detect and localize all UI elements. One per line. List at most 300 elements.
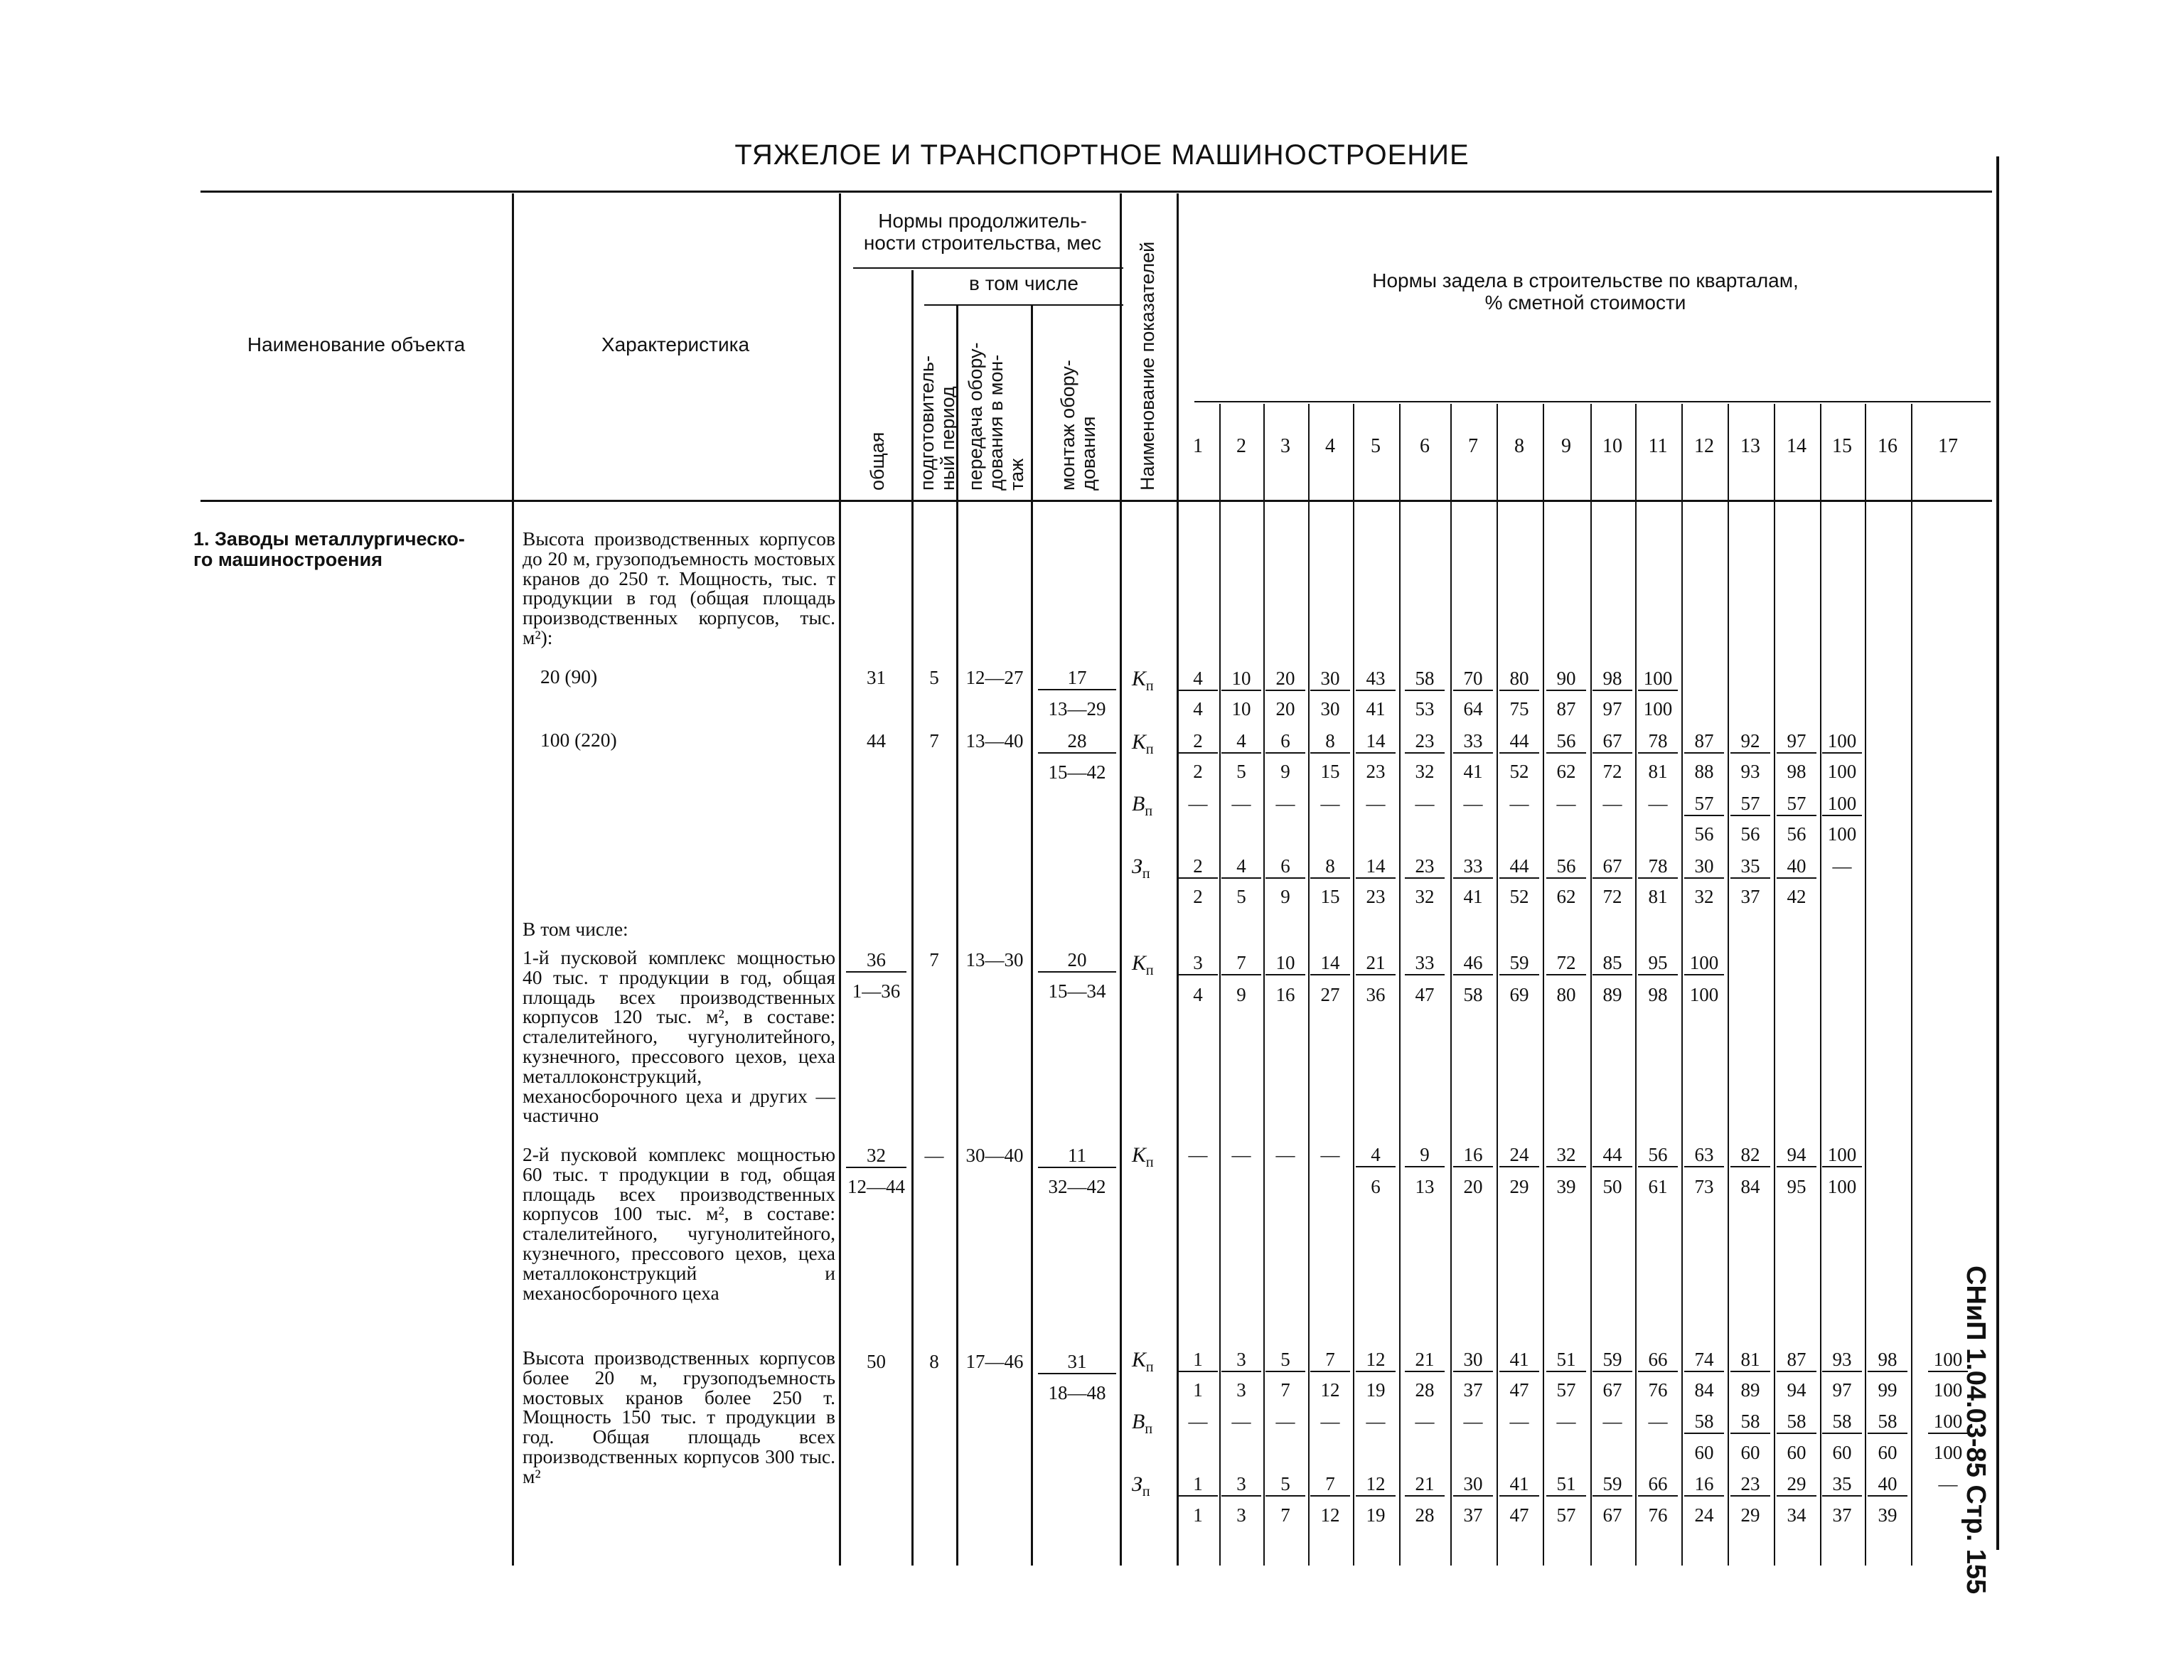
col-divider-transfer: [1031, 306, 1033, 1566]
indicator-label: $К_п$: [1132, 1143, 1154, 1170]
quarter-value: —: [1275, 1144, 1295, 1165]
quarter-value: 3: [1221, 1349, 1261, 1372]
duration-total-alt: 1—36: [852, 980, 901, 1002]
quarter-value: 62: [1556, 761, 1576, 782]
quarter-value: 90: [1546, 668, 1586, 691]
quarter-value: 67: [1592, 855, 1632, 879]
char-text-complex1: 1-й пусковой комплекс мощностью 40 тыс. т продукции в год, общая площадь всех производственных корпусов 120 тыс. м², в составе: сталелитейного, чугунолитейного, кузнечного, прессового цехов, цеха металлоконструкций, механосборочного цеха и других — частично: [523, 946, 835, 1127]
quarter-value: 10: [1265, 952, 1305, 975]
quarter-value: 4: [1193, 698, 1203, 719]
quarter-value: 80: [1499, 668, 1539, 691]
quarter-value: —: [1509, 793, 1529, 814]
quarter-value: 56: [1638, 1144, 1678, 1167]
quarter-value: 32: [1546, 1144, 1586, 1167]
quarter-value: 97: [1832, 1379, 1852, 1401]
quarter-value: 67: [1602, 1379, 1622, 1401]
quarter-value: 98: [1592, 668, 1632, 691]
quarter-number: 6: [1420, 435, 1430, 457]
quarter-value: 84: [1740, 1176, 1760, 1197]
header-install: монтаж обору- дования: [1057, 360, 1100, 491]
quarter-value: 58: [1868, 1411, 1907, 1434]
duration-prep: 7: [929, 949, 939, 970]
quarter-value: 67: [1602, 1504, 1622, 1526]
duration-install: 31: [1038, 1351, 1116, 1374]
quarter-value: 60: [1694, 1442, 1714, 1463]
quarter-value: 72: [1602, 886, 1622, 907]
quarter-value: 12: [1356, 1349, 1396, 1372]
quarter-value: 30: [1310, 668, 1350, 691]
quarter-value: 32: [1415, 761, 1435, 782]
quarter-value: 89: [1602, 984, 1622, 1005]
quarter-value: 52: [1509, 886, 1529, 907]
quarter-value: 100: [1638, 668, 1678, 691]
quarter-value: 35: [1730, 855, 1770, 879]
quarter-value: 58: [1777, 1411, 1816, 1434]
q-divider: [1865, 404, 1866, 1566]
quarter-value: 6: [1265, 730, 1305, 754]
q-divider: [1728, 404, 1729, 1566]
char-text-100-220: 100 (220): [540, 729, 617, 751]
quarter-value: 58: [1463, 984, 1483, 1005]
quarter-value: 88: [1694, 761, 1714, 782]
char-text-complex2: 2-й пусковой комплекс мощностью 60 тыс. т продукции в год, общая площадь всех производственных корпусов 100 тыс. м², в составе: сталелитейного, чугунолитейного, кузнечного, прессового цехов, цеха металлоконструкций и механосборочного цеха: [523, 1143, 835, 1304]
quarter-value: 58: [1822, 1411, 1862, 1434]
duration-transfer: 17—46: [965, 1351, 1024, 1372]
quarter-value: 37: [1832, 1504, 1852, 1526]
quarter-value: 4: [1193, 984, 1203, 1005]
quarter-value: 3: [1221, 1473, 1261, 1497]
quarter-value: 98: [1787, 761, 1806, 782]
indicator-label: $К_п$: [1132, 951, 1154, 978]
quarter-value: 62: [1556, 886, 1576, 907]
quarter-value: 97: [1777, 730, 1816, 754]
duration-prep: 5: [929, 667, 939, 688]
q-divider: [1911, 404, 1912, 1566]
q-divider: [1497, 404, 1498, 1566]
indicator-label: $К_п$: [1132, 730, 1154, 757]
duration-transfer: 30—40: [965, 1145, 1024, 1166]
quarter-value: 30: [1684, 855, 1724, 879]
quarter-value: 1: [1193, 1379, 1203, 1401]
quarter-value: —: [1320, 793, 1340, 814]
quarter-value: 100: [1822, 793, 1862, 816]
quarter-value: —: [1366, 1411, 1386, 1432]
quarter-value: 30: [1453, 1349, 1493, 1372]
quarter-value: 27: [1320, 984, 1340, 1005]
quarter-value: 24: [1499, 1144, 1539, 1167]
side-label: СНиП 1.04.03-85 Стр. 155: [1961, 1266, 1991, 1595]
quarter-value: 23: [1405, 855, 1445, 879]
quarter-value: 75: [1509, 698, 1529, 719]
quarter-value: 87: [1777, 1349, 1816, 1372]
quarter-value: 56: [1546, 855, 1586, 879]
quarter-value: 14: [1310, 952, 1350, 975]
quarter-value: 95: [1638, 952, 1678, 975]
quarter-value: 8: [1310, 855, 1350, 879]
quarter-value: —: [1602, 1411, 1622, 1432]
quarter-value: 7: [1310, 1473, 1350, 1497]
quarter-value: 6: [1371, 1176, 1381, 1197]
quarter-value: 1: [1178, 1473, 1218, 1497]
quarter-value: 66: [1638, 1349, 1678, 1372]
quarter-value: 7: [1310, 1349, 1350, 1372]
quarter-value: 3: [1236, 1379, 1246, 1401]
indicator-label: $З_п$: [1132, 855, 1150, 882]
quarter-value: 59: [1592, 1473, 1632, 1497]
quarter-value: —: [1509, 1411, 1529, 1432]
quarter-value: 100: [1827, 1176, 1857, 1197]
duration-total: 36: [846, 949, 906, 973]
quarter-value: 76: [1648, 1379, 1668, 1401]
quarter-value: 5: [1236, 761, 1246, 782]
quarter-value: 16: [1275, 984, 1295, 1005]
quarter-value: —: [1602, 793, 1622, 814]
char-text-height-over20: Высота производственных корпусов более 20 м, грузоподъемность мостовых кранов более 250 т. Мощность 150 тыс. т продукции в год. Общая площадь всех производственных корпусов 300 тыс. м²: [523, 1347, 835, 1487]
quarter-value: 100: [1689, 984, 1719, 1005]
quarter-value: 57: [1556, 1504, 1576, 1526]
header-duration-group: Нормы продолжитель- ности строительства, мес: [863, 210, 1102, 254]
quarter-value: 4: [1178, 668, 1218, 691]
table-top-rule: [200, 191, 1992, 193]
quarter-value: 29: [1509, 1176, 1529, 1197]
header-name: Наименование объекта: [247, 333, 466, 355]
quarter-value: 70: [1453, 668, 1493, 691]
quarter-value: 69: [1509, 984, 1529, 1005]
quarter-value: 100: [1933, 1379, 1963, 1401]
quarter-value: 23: [1730, 1473, 1770, 1497]
quarter-value: 81: [1648, 761, 1668, 782]
q-divider: [1635, 404, 1637, 1566]
indicator-label: $З_п$: [1132, 1472, 1150, 1499]
quarter-value: 93: [1740, 761, 1760, 782]
quarter-number: 4: [1325, 435, 1335, 457]
quarter-number: 14: [1787, 435, 1806, 457]
quarter-value: —: [1188, 1144, 1208, 1165]
quarter-value: 89: [1740, 1379, 1760, 1401]
quarter-value: 40: [1777, 855, 1816, 879]
indicator-label: $К_п$: [1132, 667, 1154, 694]
quarter-value: —: [1231, 1144, 1251, 1165]
quarter-number: 2: [1236, 435, 1246, 457]
quarter-value: 7: [1280, 1379, 1290, 1401]
quarter-value: 51: [1546, 1349, 1586, 1372]
quarter-value: 87: [1684, 730, 1724, 754]
col-divider-install: [1120, 193, 1122, 1566]
quarter-value: 40: [1868, 1473, 1907, 1497]
quarter-value: —: [1463, 793, 1483, 814]
quarter-value: 87: [1556, 698, 1576, 719]
quarter-value: —: [1188, 793, 1208, 814]
duration-install: 28: [1038, 730, 1116, 754]
quarter-value: 10: [1231, 698, 1251, 719]
quarter-value: 52: [1509, 761, 1529, 782]
quarter-value: 46: [1453, 952, 1493, 975]
char-text-incl: В том числе:: [523, 918, 628, 940]
col-divider-char: [839, 193, 841, 1566]
quarter-value: 14: [1356, 855, 1396, 879]
duration-total: 44: [867, 730, 886, 751]
header-total: общая: [867, 432, 888, 491]
q-divider: [1263, 404, 1265, 1566]
quarter-value: 58: [1405, 668, 1445, 691]
duration-install-alt: 32—42: [1048, 1176, 1106, 1197]
quarter-value: 20: [1463, 1176, 1483, 1197]
quarter-value: 94: [1777, 1144, 1816, 1167]
quarter-value: 9: [1280, 761, 1290, 782]
quarter-value: 15: [1320, 886, 1340, 907]
quarter-value: 61: [1648, 1176, 1668, 1197]
quarter-value: 10: [1221, 668, 1261, 691]
duration-total: 32: [846, 1145, 906, 1168]
quarter-value: 2: [1193, 761, 1203, 782]
quarter-value: 2: [1178, 730, 1218, 754]
header-incl: в том числе: [969, 272, 1078, 294]
quarter-value: 30: [1453, 1473, 1493, 1497]
page-title: ТЯЖЕЛОЕ И ТРАНСПОРТНОЕ МАШИНОСТРОЕНИЕ: [734, 139, 1470, 171]
duration-total-alt: 12—44: [847, 1176, 905, 1197]
quarter-value: 29: [1777, 1473, 1816, 1497]
quarter-value: 12: [1320, 1504, 1340, 1526]
quarter-value: 100: [1928, 1411, 1968, 1434]
quarter-value: —: [1648, 793, 1668, 814]
quarter-number: 9: [1561, 435, 1571, 457]
quarter-value: 44: [1499, 730, 1539, 754]
quarter-value: 93: [1822, 1349, 1862, 1372]
quarter-value: 19: [1366, 1504, 1386, 1526]
quarter-value: 100: [1822, 1144, 1862, 1167]
quarter-value: 2: [1178, 855, 1218, 879]
quarter-value: 66: [1638, 1473, 1678, 1497]
quarter-number: 13: [1740, 435, 1760, 457]
q-divider: [1820, 404, 1821, 1566]
header-characteristic: Характеристика: [601, 333, 750, 355]
quarter-value: 33: [1453, 855, 1493, 879]
quarter-value: 29: [1740, 1504, 1760, 1526]
quarter-value: 5: [1265, 1349, 1305, 1372]
q-divider: [1308, 404, 1310, 1566]
quarter-value: 23: [1366, 886, 1386, 907]
duration-total: 50: [867, 1351, 886, 1372]
quarter-value: 100: [1822, 730, 1862, 754]
quarter-value: 8: [1310, 730, 1350, 754]
quarter-value: 53: [1415, 698, 1435, 719]
quarter-value: 85: [1592, 952, 1632, 975]
q-divider: [1681, 404, 1683, 1566]
quarter-value: 9: [1280, 886, 1290, 907]
incl-rule: [924, 304, 1123, 306]
quarter-value: —: [1231, 793, 1251, 814]
quarter-value: 50: [1602, 1176, 1622, 1197]
quarter-value: 21: [1405, 1349, 1445, 1372]
duration-total: 31: [867, 667, 886, 688]
quarter-value: 56: [1546, 730, 1586, 754]
quarter-value: 81: [1648, 886, 1668, 907]
quarter-number: 7: [1468, 435, 1478, 457]
quarter-value: 12: [1320, 1379, 1340, 1401]
header-transfer: передача обору- дования в мон- таж: [965, 342, 1028, 491]
quarter-value: —: [1275, 1411, 1295, 1432]
quarter-value: —: [1463, 1411, 1483, 1432]
indicator-label: $К_п$: [1132, 1348, 1154, 1375]
quarter-value: 37: [1463, 1379, 1483, 1401]
quarter-value: 32: [1415, 886, 1435, 907]
quarter-value: 3: [1178, 952, 1218, 975]
quarter-value: 78: [1638, 855, 1678, 879]
quarter-value: 33: [1405, 952, 1445, 975]
quarter-value: 28: [1415, 1379, 1435, 1401]
duration-transfer: 13—40: [965, 730, 1024, 751]
quarter-value: 19: [1366, 1379, 1386, 1401]
quarter-value: 74: [1684, 1349, 1724, 1372]
quarter-value: 21: [1405, 1473, 1445, 1497]
quarter-value: 99: [1878, 1379, 1897, 1401]
quarter-value: 47: [1509, 1504, 1529, 1526]
quarter-value: 72: [1602, 761, 1622, 782]
quarter-value: 57: [1684, 793, 1724, 816]
quarter-value: 56: [1787, 823, 1806, 845]
header-prep: подготовитель- ный период: [916, 355, 959, 491]
quarter-value: 7: [1221, 952, 1261, 975]
quarter-value: 32: [1694, 886, 1714, 907]
quarter-value: 67: [1592, 730, 1632, 754]
quarter-number: 12: [1694, 435, 1714, 457]
quarter-value: 60: [1878, 1442, 1897, 1463]
quarter-value: 57: [1556, 1379, 1576, 1401]
quarter-value: 84: [1694, 1379, 1714, 1401]
quarter-value: 14: [1356, 730, 1396, 754]
quarter-value: 58: [1684, 1411, 1724, 1434]
quarter-value: 60: [1740, 1442, 1760, 1463]
quarter-value: 73: [1694, 1176, 1714, 1197]
page-edge-line: [1996, 156, 1999, 1550]
col-divider-name: [512, 193, 514, 1566]
quarter-value: 16: [1684, 1473, 1724, 1497]
q-divider: [1590, 404, 1592, 1566]
quarter-value: 43: [1356, 668, 1396, 691]
quarter-value: 4: [1356, 1144, 1396, 1167]
quarter-value: 98: [1868, 1349, 1907, 1372]
quarter-value: 59: [1592, 1349, 1632, 1372]
duration-install: 20: [1038, 949, 1116, 973]
quarter-value: —: [1832, 855, 1852, 877]
q-divider: [1774, 404, 1775, 1566]
quarter-value: 56: [1740, 823, 1760, 845]
duration-prep: 7: [929, 730, 939, 751]
quarter-value: 13: [1415, 1176, 1435, 1197]
quarter-number: 15: [1832, 435, 1852, 457]
quarter-value: 98: [1648, 984, 1668, 1005]
header-bottom-rule: [200, 500, 1992, 502]
header-indicator: Наименование показателей: [1137, 241, 1158, 491]
duration-install-alt: 18—48: [1048, 1382, 1106, 1403]
quarter-value: 82: [1730, 1144, 1770, 1167]
quarter-value: —: [1320, 1411, 1340, 1432]
quarter-value: 16: [1453, 1144, 1493, 1167]
q-divider: [1219, 404, 1221, 1566]
quarter-value: 60: [1787, 1442, 1806, 1463]
quarter-value: 56: [1694, 823, 1714, 845]
quarter-number: 1: [1193, 435, 1203, 457]
quarter-value: 80: [1556, 984, 1576, 1005]
duration-install-alt: 15—34: [1048, 980, 1106, 1002]
char-text-20-90: 20 (90): [540, 665, 598, 687]
quarter-rule: [1194, 401, 1991, 402]
quarter-value: 5: [1236, 886, 1246, 907]
quarter-value: 1: [1178, 1349, 1218, 1372]
quarter-value: 12: [1356, 1473, 1396, 1497]
quarter-value: 100: [1827, 761, 1857, 782]
quarter-value: —: [1938, 1473, 1958, 1494]
quarter-number: 17: [1938, 435, 1958, 457]
quarter-value: 97: [1602, 698, 1622, 719]
duration-install-alt: 13—29: [1048, 698, 1106, 719]
quarter-value: 7: [1280, 1504, 1290, 1526]
q-divider: [1399, 404, 1401, 1566]
quarter-value: 1: [1193, 1504, 1203, 1526]
quarter-number: 8: [1514, 435, 1524, 457]
quarter-value: 100: [1827, 823, 1857, 845]
quarter-value: 41: [1463, 886, 1483, 907]
quarter-value: 100: [1684, 952, 1724, 975]
quarter-value: 15: [1320, 761, 1340, 782]
indicator-label: $В_п$: [1132, 1410, 1153, 1437]
quarter-value: 36: [1366, 984, 1386, 1005]
duration-group-rule: [853, 267, 1123, 269]
quarter-value: 44: [1592, 1144, 1632, 1167]
quarter-value: 94: [1787, 1379, 1806, 1401]
quarter-value: 23: [1366, 761, 1386, 782]
quarter-value: 64: [1463, 698, 1483, 719]
header-backlog: Нормы задела в строительстве по кварталам, % сметной стоимости: [1372, 269, 1799, 314]
quarter-number: 5: [1371, 435, 1381, 457]
quarter-value: 37: [1740, 886, 1760, 907]
quarter-value: 34: [1787, 1504, 1806, 1526]
duration-prep: —: [924, 1145, 944, 1166]
quarter-value: 33: [1453, 730, 1493, 754]
quarter-value: 59: [1499, 952, 1539, 975]
quarter-value: —: [1556, 1411, 1576, 1432]
quarter-value: 20: [1275, 698, 1295, 719]
quarter-value: 58: [1730, 1411, 1770, 1434]
quarter-value: —: [1188, 1411, 1208, 1432]
quarter-value: 81: [1730, 1349, 1770, 1372]
quarter-value: 3: [1236, 1504, 1246, 1526]
quarter-value: 41: [1463, 761, 1483, 782]
quarter-number: 11: [1648, 435, 1668, 457]
col-divider-prep: [956, 306, 958, 1566]
quarter-value: —: [1556, 793, 1576, 814]
quarter-value: 5: [1265, 1473, 1305, 1497]
quarter-value: 100: [1643, 698, 1673, 719]
q-divider: [1353, 404, 1354, 1566]
quarter-number: 16: [1878, 435, 1897, 457]
quarter-number: 10: [1602, 435, 1622, 457]
quarter-value: 41: [1366, 698, 1386, 719]
quarter-value: 37: [1463, 1504, 1483, 1526]
section-title: 1. Заводы металлургическо- го машиностроения: [193, 528, 465, 570]
quarter-number: 3: [1280, 435, 1290, 457]
quarter-value: 57: [1730, 793, 1770, 816]
quarter-value: 57: [1777, 793, 1816, 816]
quarter-value: 44: [1499, 855, 1539, 879]
quarter-value: 9: [1236, 984, 1246, 1005]
quarter-value: 35: [1822, 1473, 1862, 1497]
quarter-value: 20: [1265, 668, 1305, 691]
quarter-value: —: [1648, 1411, 1668, 1432]
quarter-value: 95: [1787, 1176, 1806, 1197]
quarter-value: 100: [1933, 1442, 1963, 1463]
quarter-value: 92: [1730, 730, 1770, 754]
